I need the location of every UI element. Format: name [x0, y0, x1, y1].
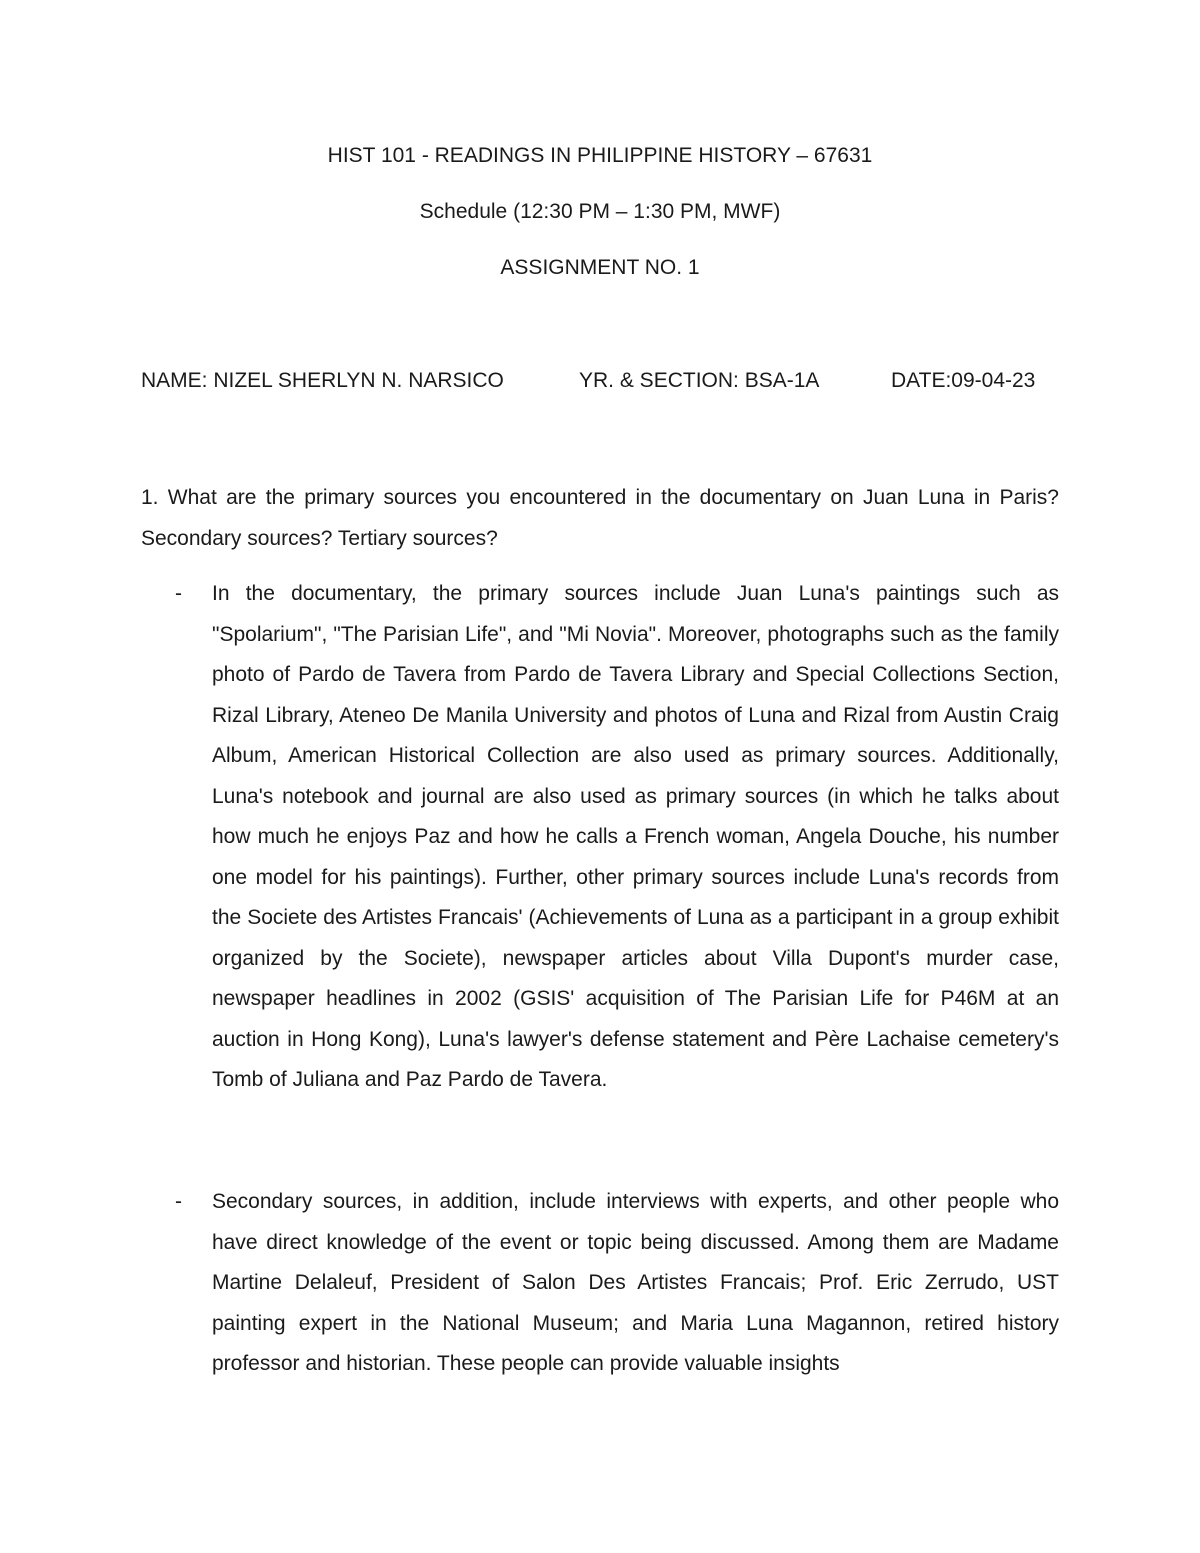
bullet-dash: - — [175, 1190, 182, 1213]
student-name: NAME: NIZEL SHERLYN N. NARSICO — [141, 369, 504, 392]
answer-paragraph: In the documentary, the primary sources include Juan Luna's paintings such as "Spolarium", "The Parisian Life", and "Mi Novia". Moreover, photographs such as the family photo of Pardo de Tavera from Pardo de Tavera Library and Special Collections Section, Rizal Library, Ateneo De Manila University and photos of Luna and Rizal from Austin Craig Album, American Historical Collection are also used as primary sources. Additionally, Luna's notebook and journal are also used as primary sources (in which he talks about how much he enjoys Paz and how he calls a French woman, Angela Douche, his number one model for his paintings). Further, other primary sources include Luna's records from the Societe des Artistes Francais' (Achievements of Luna as a participant in a group exhibit organized by the Societe), newspaper articles about Villa Dupont's murder case, newspaper headlines in 2002 (GSIS' acquisition of The Parisian Life for P46M at an auction in Hong Kong), Luna's lawyer's defense statement and Père Lachaise cemetery's Tomb of Juliana and Paz Pardo de Tavera. — [212, 582, 1059, 1091]
course-title: HIST 101 - READINGS IN PHILIPPINE HISTORY – 67631 — [327, 144, 873, 167]
assignment-title: ASSIGNMENT NO. 1 — [500, 256, 700, 279]
answer-paragraph: Secondary sources, in addition, include interviews with experts, and other people who have direct knowledge of the event or topic being discussed. Among them are Madame Martine Delaleuf, President of Salon Des Artistes Francais; Prof. Eric Zerrudo, UST painting expert in the National Museum; and Maria Luna Magannon, retired history professor and historian. These people can provide valuable insights — [212, 1190, 1059, 1375]
student-section: YR. & SECTION: BSA-1A — [579, 369, 820, 392]
schedule-line: Schedule (12:30 PM – 1:30 PM, MWF) — [419, 200, 781, 223]
submission-date: DATE:09-04-23 — [891, 369, 1036, 392]
question-1: 1. What are the primary sources you encountered in the documentary on Juan Luna in Paris? Secondary sources? Tertiary sources? — [141, 486, 1059, 550]
bullet-dash: - — [175, 582, 182, 605]
